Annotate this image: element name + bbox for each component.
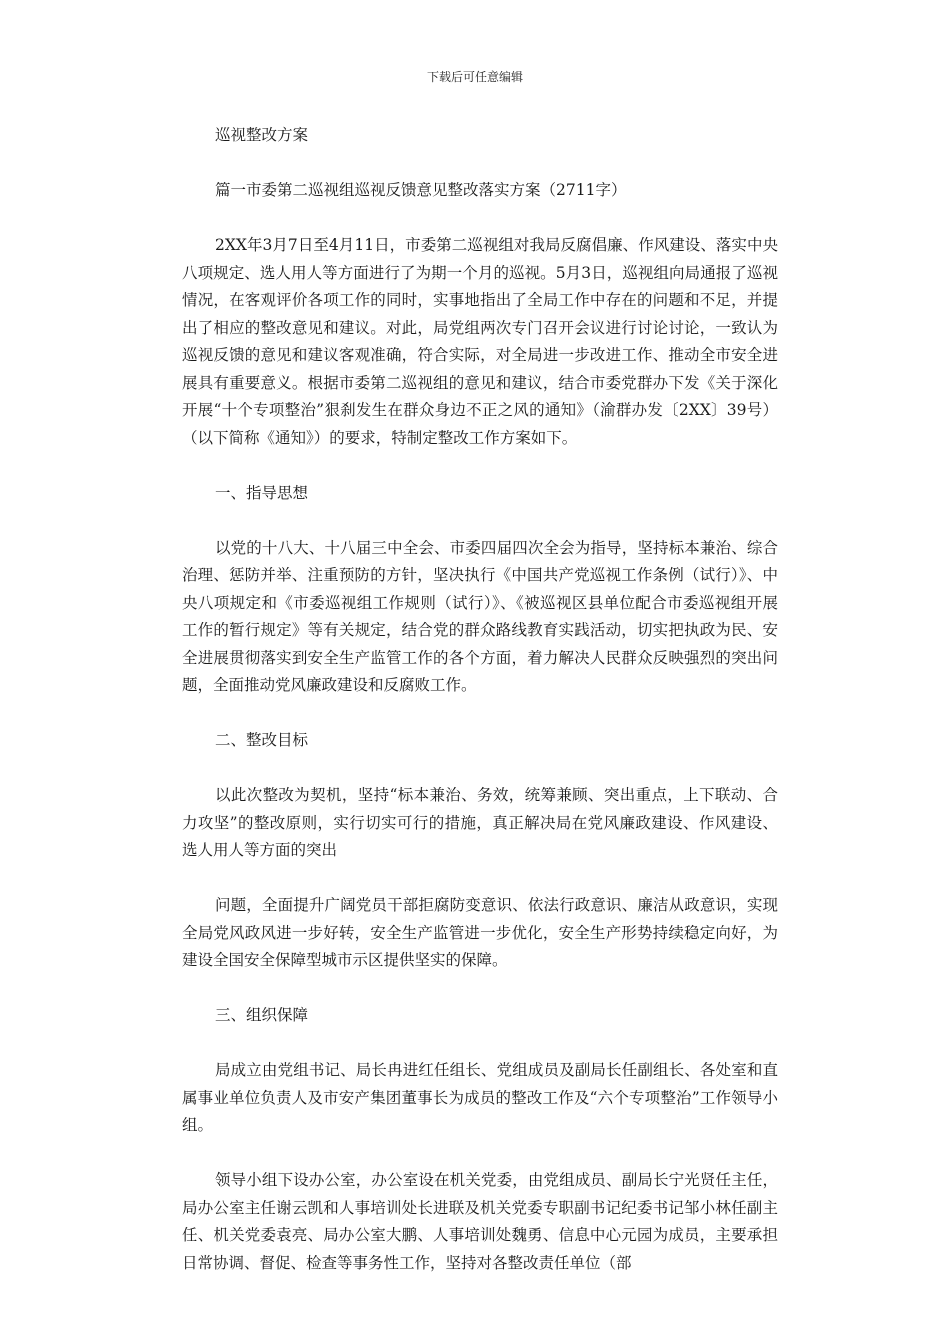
intro-paragraph: 2XX年3月7日至4月11日，市委第二巡视组对我局反腐倡廉、作风建设、落实中央八项规定、选人用人等方面进行了为期一个月的巡视。5月3日，巡视组向局通报了巡视情况，在客观评价各项工作的同时，实事地指出了全局工作中存在的问题和不足，并提出了相应的整改意见和建议。对此，局党组两次专门召开会议进行讨论讨论，一致认为巡视反馈的意见和建议客观准确，符合实际，对全局进一步改进工作、推动全市安全进展具有重要意义。根据市委第二巡视组的意见和建议，结合市委党群办下发《关于深化开展“十个专项整治”狠刹发生在群众身边不正之风的通知》（渝群办发〔2XX〕39号）（以下简称《通知》）的要求，特制定整改工作方案如下。 <box>182 236 778 447</box>
section-3-paragraph-2: 领导小组下设办公室，办公室设在机关党委，由党组成员、副局长宁光贤任主任，局办公室主任谢云凯和人事培训处长进联及机关党委专职副书记纪委书记邹小林任副主任、机关党委袁亮、局办公室大鹏、人事培训处魏勇、信息中心元园为成员，主要承担日常协调、督促、检查等事务性工作，坚持对各整改责任单位（部 <box>182 1171 778 1272</box>
section-3-paragraph-1: 局成立由党组书记、局长冉进红任组长、党组成员及副局长任副组长、各处室和直属事业单位负责人及市安产集团董事长为成员的整改工作及“六个专项整治”工作领导小组。 <box>182 1061 778 1134</box>
document-title: 巡视整改方案 <box>215 126 309 144</box>
section-2-heading: 二、整改目标 <box>215 731 309 749</box>
section-2-paragraph-2: 问题，全面提升广阔党员干部拒腐防变意识、依法行政意识、廉洁从政意识，实现全局党风政风进一步好转，安全生产监管进一步优化，安全生产形势持续稳定向好，为建设全国安全保障型城市示区提供坚实的保障。 <box>182 896 778 969</box>
section-1-heading: 一、指导思想 <box>215 483 309 502</box>
section-2-paragraph-1: 以此次整改为契机，坚持“标本兼治、务效，统筹兼顾、突出重点，上下联动、合力攻坚”的整改原则，实行切实可行的措施，真正解决局在党风廉政建设、作风建设、选人用人等方面的突出 <box>182 786 778 859</box>
section-1-paragraph: 以党的十八大、十八届三中全会、市委四届四次全会为指导，坚持标本兼治、综合治理、惩防并举、注重预防的方针，坚决执行《中国共产党巡视工作条例（试行）》、中央八项规定和《市委巡视组工作规则（试行）》、《被巡视区县单位配合市委巡视组开展工作的暂行规定》等有关规定，结合党的群众路线教育实践活动，切实把执政为民、安全进展贯彻落实到安全生产监管工作的各个方面，着力解决人民群众反映强烈的突出问题，全面推动党风廉政建设和反腐败工作。 <box>182 538 778 694</box>
section-3-heading: 三、组织保障 <box>215 1006 309 1024</box>
document-subtitle: 篇一市委第二巡视组巡视反馈意见整改落实方案（2711字） <box>215 181 627 199</box>
document-body <box>182 122 778 1305</box>
page-header-note: 下载后可任意编辑 <box>426 70 523 84</box>
